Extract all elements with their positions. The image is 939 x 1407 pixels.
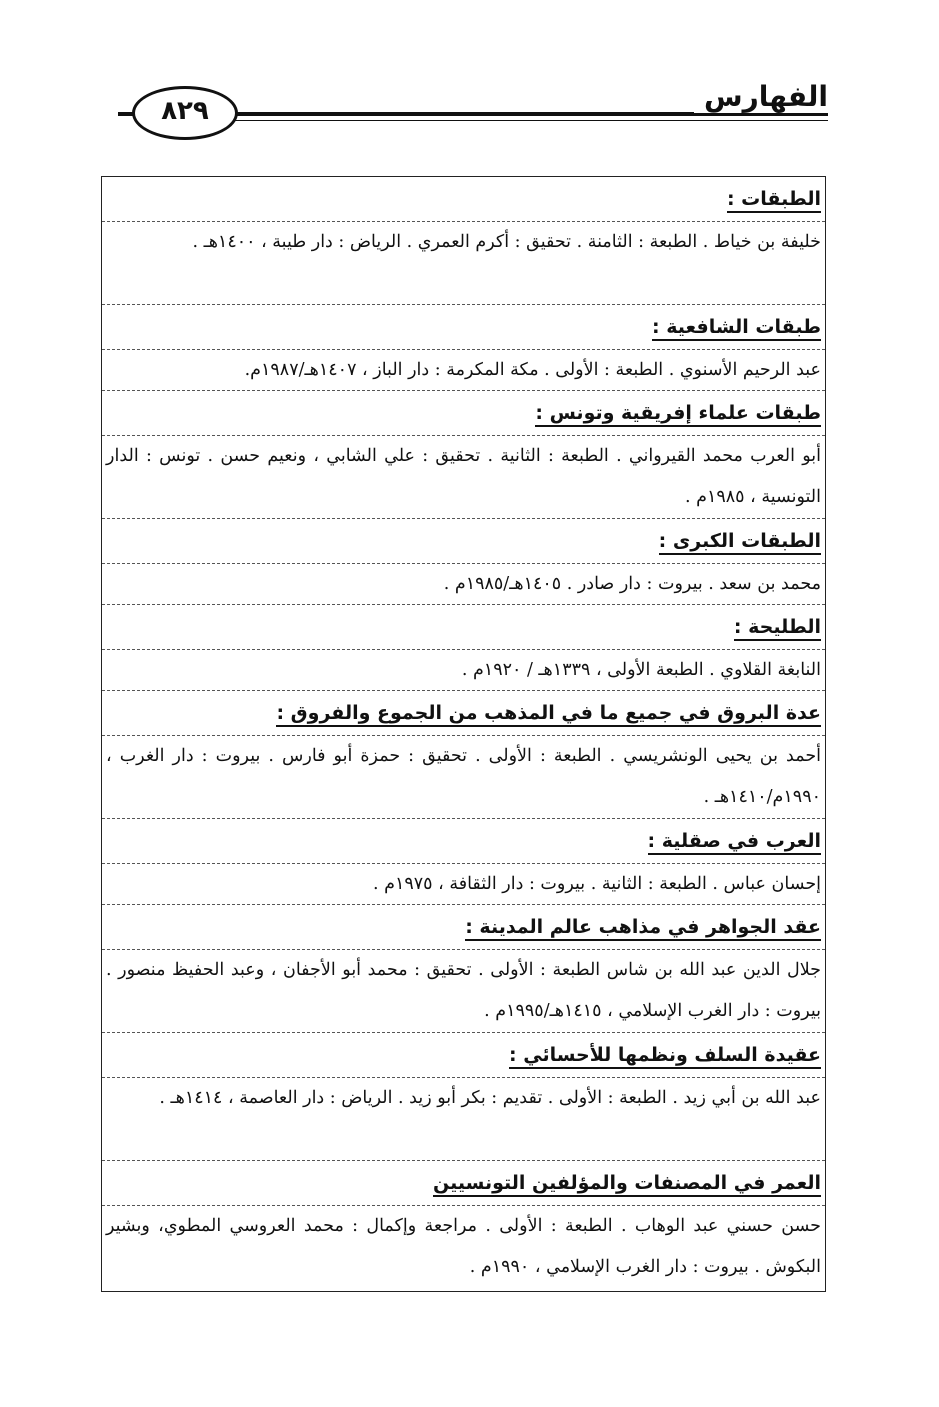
bibliography-entry (102, 819, 825, 905)
bibliography-entry (102, 391, 825, 519)
bibliography-entry (102, 605, 825, 691)
header-rule-thin (178, 120, 828, 121)
page-number: ٨٢٩ (132, 86, 238, 140)
entry-body: حسن حسني عبد الوهاب . الطبعة : الأولى . مراجعة وإكمال : محمد العروسي المطوي، وبشير البكوش . بيروت : دار الغرب الإسلامي ، ١٩٩٠م . (106, 1216, 821, 1277)
bibliography-entry (102, 1033, 825, 1161)
entry-title: طبقات علماء إفريقية وتونس : (102, 391, 825, 436)
entry-title: طبقات الشافعية : (102, 305, 825, 350)
entry-title: عقد الجواهر في مذاهب عالم المدينة : (102, 905, 825, 950)
entry-body: عبد الله بن أبي زيد . الطبعة : الأولى . تقديم : بكر أبو زيد . الرياض : دار العاصمة ، ١٤١٤هـ . (159, 1088, 821, 1108)
entry-body: أبو العرب محمد القيرواني . الطبعة : الثانية . تحقيق : علي الشابي ، ونعيم حسن . تونس : الدار التونسية ، ١٩٨٥م . (106, 446, 821, 507)
entry-title: الطبقات : (102, 177, 825, 222)
entry-title: العمر في المصنفات والمؤلفين التونسيين (102, 1161, 825, 1206)
entry-body: النابغة القلاوي . الطبعة الأولى ، ١٣٣٩هـ / ١٩٢٠م . (461, 660, 821, 680)
entry-body: محمد بن سعد . بيروت : دار صادر . ١٤٠٥هـ/١٩٨٥م . (443, 574, 821, 594)
bibliography-entry (102, 305, 825, 391)
bibliography-entry (102, 691, 825, 819)
bibliography-entry (102, 905, 825, 1033)
section-title: الفهارس (694, 80, 828, 113)
entry-title: عقيدة السلف ونظمها للأحسائي : (102, 1033, 825, 1078)
entry-body: عبد الرحيم الأسنوي . الطبعة : الأولى . مكة المكرمة : دار الباز ، ١٤٠٧هـ/١٩٨٧م. (244, 360, 821, 380)
entry-body: جلال الدين عبد الله بن شاس الطبعة : الأولى . تحقيق : محمد أبو الأجفان ، وعبد الحفيظ منصور . بيروت : دار الغرب الإسلامي ، ١٤١٥هـ/١٩٩٥م . (106, 960, 821, 1021)
entry-title: الطليحة : (102, 605, 825, 650)
entry-title: الطبقات الكبرى : (102, 519, 825, 564)
entry-body: أحمد بن يحيى الونشريسي . الطبعة : الأولى . تحقيق : حمزة أبو فارس . بيروت : دار الغرب ، ١٩٩٠م/١٤١٠هـ . (106, 746, 821, 807)
bibliography-entry (102, 519, 825, 605)
bibliography-entry (102, 177, 825, 305)
bibliography-entry (102, 1161, 825, 1293)
entry-title: العرب في صقلية : (102, 819, 825, 864)
entry-body: خليفة بن خياط . الطبعة : الثامنة . تحقيق : أكرم العمري . الرياض : دار طيبة ، ١٤٠٠هـ . (192, 232, 821, 252)
bibliography-table (101, 176, 826, 1292)
page-header (118, 72, 828, 132)
entry-title: عدة البروق في جميع ما في المذهب من الجموع والفروق : (102, 691, 825, 736)
entry-body: إحسان عباس . الطبعة : الثانية . بيروت : دار الثقافة ، ١٩٧٥م . (372, 874, 821, 894)
